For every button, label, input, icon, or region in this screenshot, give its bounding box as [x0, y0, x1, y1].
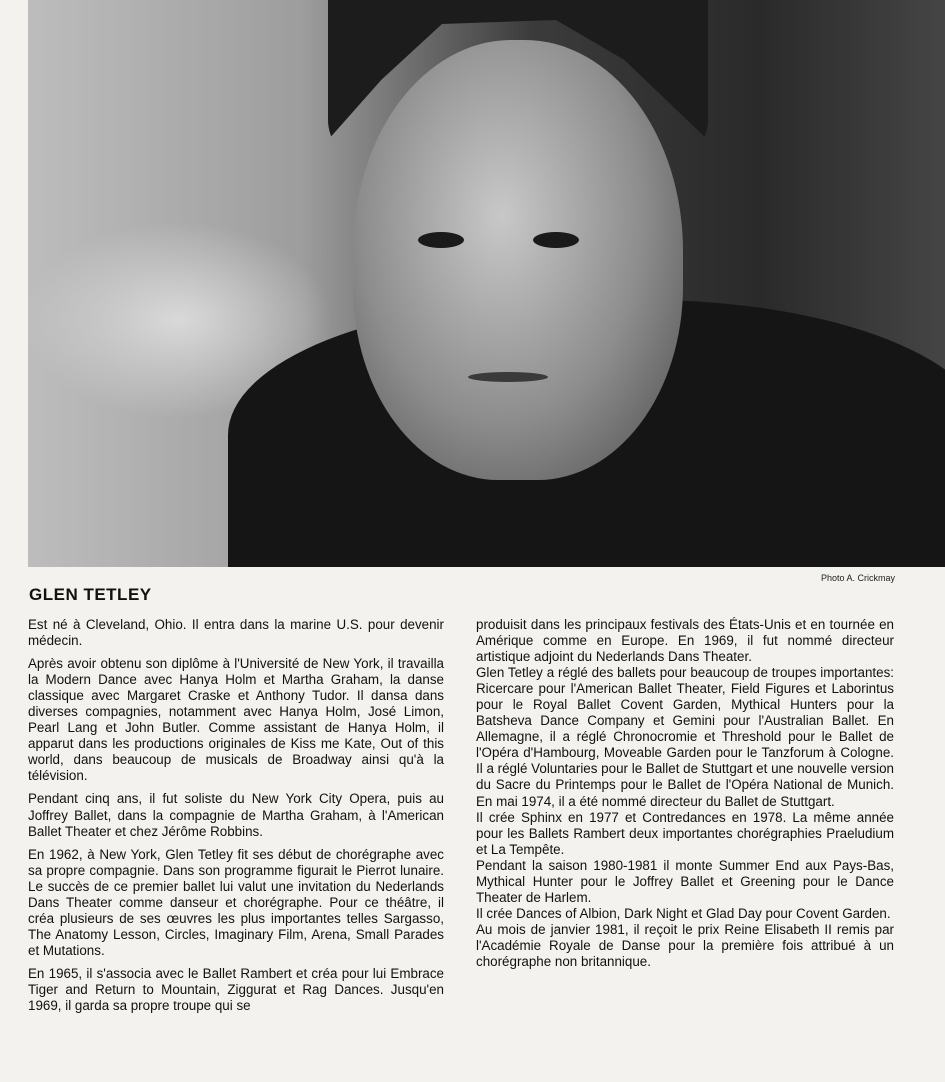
page-title: GLEN TETLEY [29, 585, 152, 604]
photo-credit: Photo A. Crickmay [820, 573, 895, 583]
photo-head [353, 40, 683, 480]
paragraph: Il crée Dances of Albion, Dark Night et Glad Day pour Covent Garden. [476, 905, 891, 921]
paragraph: En 1965, il s'associa avec le Ballet Rambert et créa pour lui Embrace Tiger and Return to Mountain, Ziggurat et Rag Dances. Jusqu'en 1969, il garda sa propre troupe qui se [28, 965, 444, 1014]
paragraph: produisit dans les principaux festivals des États-Unis et en tournée en Amérique comme en Europe. En 1969, il fut nommé directeur artistique adjoint du Nederlands Dans Theater. [476, 617, 894, 665]
paragraph: Au mois de janvier 1981, il reçoit le prix Reine Elisabeth II remis par l'Académie Royale de Danse pour la première fois attribué à un chorégraphe non britannique. [476, 921, 894, 969]
paragraph: Pendant la saison 1980-1981 il monte Summer End aux Pays-Bas, Mythical Hunter pour le Joffrey Ballet et Greening pour le Dance Theater de Harlem. [476, 857, 894, 905]
paragraph: Après avoir obtenu son diplôme à l'Université de New York, il travailla la Modern Dance avec Hanya Holm et Martha Graham, la danse classique avec Margaret Craske et Anthony Tudor. Il dansa dans diverses compagnies, notamment avec Hanya Holm, José Limon, Pearl Lang et John Butler. Comme assistant de Hanya Holm, il apparut dans les productions originales de Kiss me Kate, Out of this world, dans beaucoup de musicals de Broadway ainsi qu'à la télévision. [28, 656, 444, 784]
paragraph: Est né à Cleveland, Ohio. Il entra dans la marine U.S. pour devenir médecin. [28, 617, 444, 649]
photo-mouth [468, 372, 548, 382]
photo-right-eye [533, 232, 579, 248]
paragraph: Pendant cinq ans, il fut soliste du New York City Opera, puis au Joffrey Ballet, dans la compagnie de Martha Graham, à l'American Ballet Theater et chez Jérôme Robbins. [28, 791, 444, 839]
portrait-photo [28, 0, 945, 567]
paragraph: Il crée Sphinx en 1977 et Contredances en 1978. La même année pour les Ballets Rambert deux importantes chorégraphies Praeludium et La Tempête. [476, 809, 894, 857]
right-column [476, 617, 894, 970]
left-column [28, 617, 444, 1021]
paragraph: Glen Tetley a réglé des ballets pour beaucoup de troupes importantes: Ricercare pour l'American Ballet Theater, Field Figures et Laborintus pour le Royal Ballet Covent Garden, Mythical Hunters pour la Batsheva Dance Company et Gemini pour l'Australian Ballet. En Allemagne, il a réglé Chronocromie et Threshold pour le Ballet de l'Opéra d'Hambourg, Moveable Garden pour le Tanzforum à Cologne. Il a réglé Voluntaries pour le Ballet de Stuttgart et une nouvelle version du Sacre du Printemps pour le Ballet de l'Opéra National de Munich. En mai 1974, il a été nommé directeur du Ballet de Stuttgart. [476, 665, 894, 809]
paragraph: En 1962, à New York, Glen Tetley fit ses début de chorégraphe avec sa propre compagnie. Dans son programme figurait le Pierrot lunaire. Le succès de ce premier ballet lui valut une invitation du Nederlands Dans Theater comme danseur et chorégraphe. Pour ce théâtre, il créa plusieurs de ses œuvres les plus importantes telles Sargasso, The Anatomy Lesson, Circles, Imaginary Film, Arena, Small Parades et Mutations. [28, 846, 444, 958]
photo-left-eye [418, 232, 464, 248]
